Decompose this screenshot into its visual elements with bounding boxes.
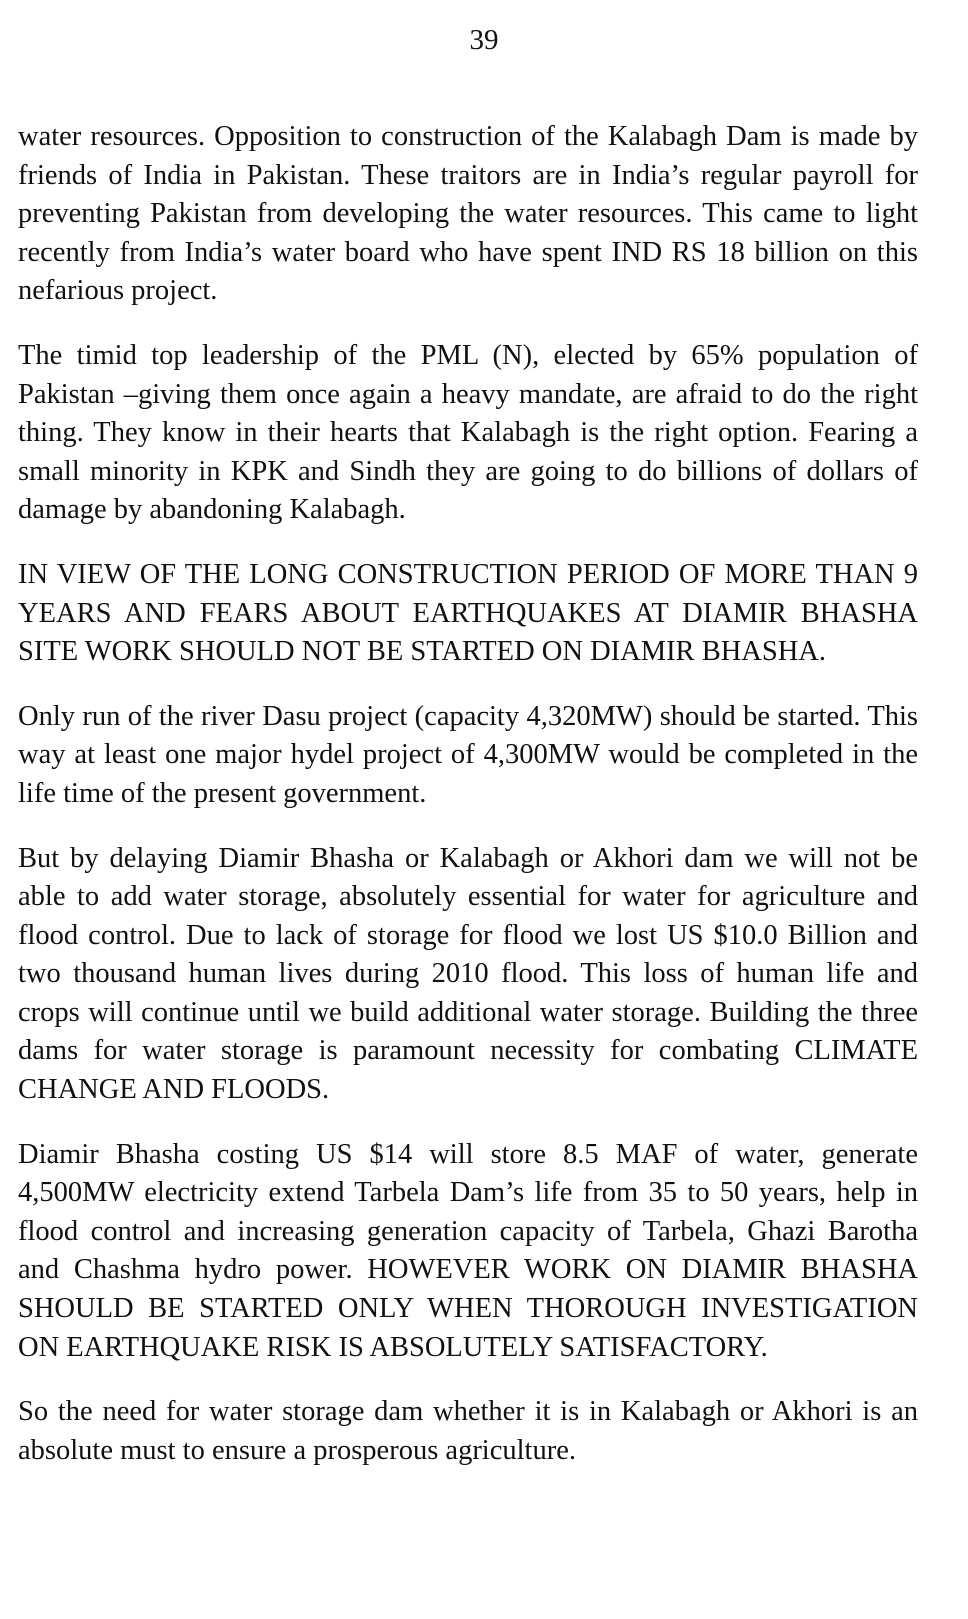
paragraph-pml-leadership: The timid top leadership of the PML (N), elected by 65% population of Pakistan –giving them once again a heavy mandate, are afraid to do the right thing. They know in their hearts that Kalabagh is the right option. Fearing a small minority in KPK and Sindh they are going to do billions of dollars of damage by abandoning Kalabagh. [18, 339, 918, 526]
paragraph-water-resources-opposition: water resources. Opposition to construction of the Kalabagh Dam is made by friends of India in Pakistan. These traitors are in India’s regular payroll for preventing Pakistan from developing the water resources. This came to light recently from India’s water board who have spent IND RS 18 billion on this nefarious project. [18, 121, 918, 307]
paragraph-diamir-bhasha-costing: Diamir Bhasha costing US $14 will store 8.5 MAF of water, generate 4,500MW electricity extend Tarbela Dam’s life from 35 to 50 years, help in flood control and increasing generation capacity of Tarbela, Ghazi Barotha and Chashma hydro power. HOWEVER WORK ON DIAMIR BHASHA SHOULD BE STARTED ONLY WHEN THOROUGH INVESTIGATION ON EARTHQUAKE RISK IS ABSOLUTELY SATISFACTORY. [18, 1138, 918, 1363]
paragraph-conclusion: So the need for water storage dam whether it is in Kalabagh or Akhori is an absolute must to ensure a prosperous agriculture. [18, 1396, 918, 1466]
paragraph-water-storage-need: But by delaying Diamir Bhasha or Kalabagh or Akhori dam we will not be able to add water storage, absolutely essential for water for agriculture and flood control. Due to lack of storage for flood we lost US $10.0 Billion and two thousand human lives during 2010 flood. This loss of human life and crops will continue until we build additional water storage. Building the three dams for water storage is paramount necessity for combating CLIMATE CHANGE AND FLOODS. [18, 842, 918, 1106]
body-text [18, 118, 918, 1496]
paragraph-dasu-project: Only run of the river Dasu project (capacity 4,320MW) should be started. This way at least one major hydel project of 4,300MW would be completed in the life time of the present government. [18, 700, 918, 809]
paragraph-construction-period-warning: IN VIEW OF THE LONG CONSTRUCTION PERIOD OF MORE THAN 9 YEARS AND FEARS ABOUT EARTHQUAKES AT DIAMIR BHASHA SITE WORK SHOULD NOT BE STARTED ON DIAMIR BHASHA. [18, 558, 918, 668]
page-number: 39 [469, 24, 499, 56]
